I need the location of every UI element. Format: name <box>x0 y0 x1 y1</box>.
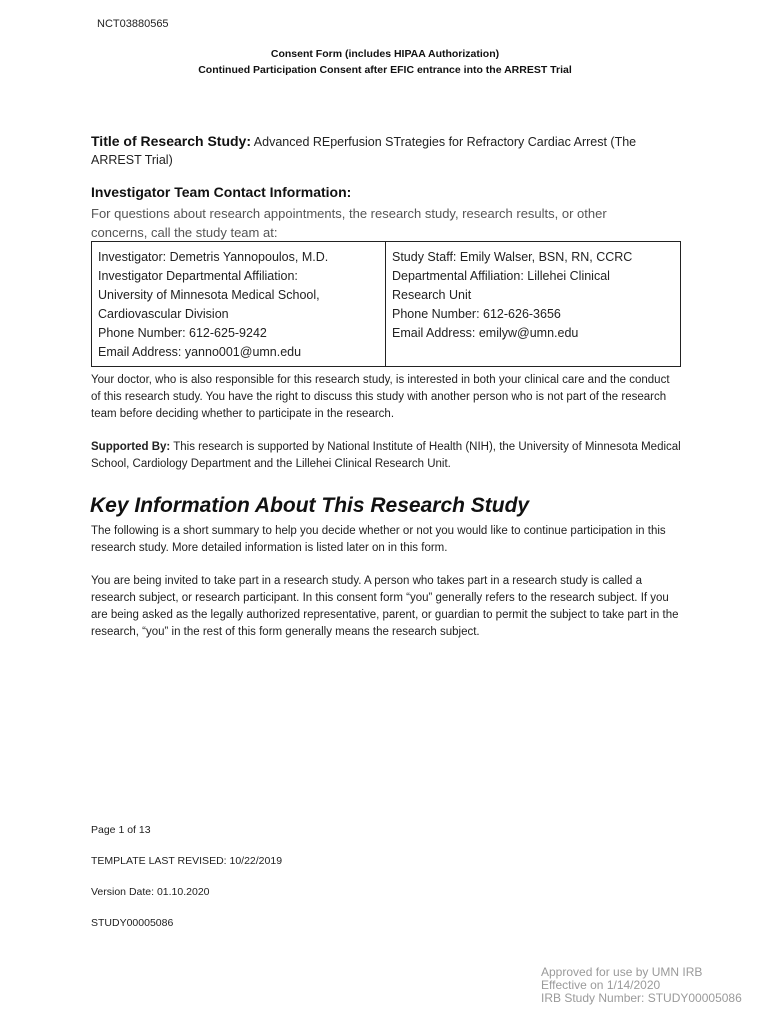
staff-email: Email Address: emilyw@umn.edu <box>392 326 579 340</box>
staff-phone: Phone Number: 612-626-3656 <box>392 307 561 321</box>
irb-line-1: Approved for use by UMN IRB <box>541 965 703 979</box>
header-title: Consent Form (includes HIPAA Authorization) <box>270 48 500 60</box>
contact-table <box>91 241 681 367</box>
supported-paragraph <box>91 439 681 473</box>
irb-line-2: Effective on 1/14/2020 <box>541 978 661 992</box>
contact-heading: Investigator Team Contact Information: <box>91 184 352 200</box>
study-number: STUDY00005086 <box>91 917 174 929</box>
staff-cell <box>386 242 681 367</box>
invited-paragraph: You are being invited to take part in a research study. A person who takes part in a research study is called a research subject, or research participant. In this consent form “you” generally refers to the research subject. If you are being asked as the legally authorized representative, parent, or guardian to permit the subject to take part in the research, “you” in the rest of this form generally means the research subject. <box>91 575 679 638</box>
staff-name: Study Staff: Emily Walser, BSN, RN, CCRC <box>392 250 633 264</box>
study-title <box>91 132 651 169</box>
summary-paragraph: The following is a short summary to help you decide whether or not you would like to continue participation in this research study. More detailed information is listed later on in this form. <box>91 525 666 554</box>
version-date: Version Date: 01.10.2020 <box>91 886 210 898</box>
investigator-affiliation-1: University of Minnesota Medical School, <box>98 288 320 302</box>
document-id: NCT03880565 <box>97 18 169 30</box>
irb-approval-stamp <box>541 966 742 1005</box>
header-subtitle: Continued Participation Consent after EFIC entrance into the ARREST Trial <box>198 64 572 76</box>
investigator-affiliation-2: Cardiovascular Division <box>98 307 229 321</box>
investigator-name: Investigator: Demetris Yannopoulos, M.D. <box>98 250 329 264</box>
study-title-text: Advanced REperfusion STrategies for Refractory Cardiac Arrest (The ARREST Trial) <box>91 135 637 167</box>
key-information-heading: Key Information About This Research Study <box>90 494 530 517</box>
investigator-email: Email Address: yanno001@umn.edu <box>98 345 302 359</box>
study-title-label: Title of Research Study: <box>91 133 252 149</box>
investigator-affiliation-label: Investigator Departmental Affiliation: <box>98 269 298 283</box>
staff-affiliation-1: Departmental Affiliation: Lillehei Clinical <box>392 269 610 283</box>
page-number: Page 1 of 13 <box>91 824 151 836</box>
investigator-phone: Phone Number: 612-625-9242 <box>98 326 267 340</box>
supported-label: Supported By: <box>91 441 171 453</box>
investigator-cell <box>92 242 386 367</box>
contact-row <box>92 242 681 367</box>
doctor-paragraph: Your doctor, who is also responsible for this research study, is interested in both your clinical care and the conduct of this research study. You have the right to discuss this study with another person who is not part of the research team before deciding whether to participate in the research. <box>91 374 670 420</box>
template-revised: TEMPLATE LAST REVISED: 10/22/2019 <box>91 855 283 867</box>
supported-text: This research is supported by National Institute of Health (NIH), the University of Minnesota Medical School, Cardiology Department and the Lillehei Clinical Research Unit. <box>91 441 681 470</box>
irb-line-3: IRB Study Number: STUDY00005086 <box>541 991 742 1005</box>
staff-affiliation-2: Research Unit <box>392 288 472 302</box>
contact-intro: For questions about research appointments, the research study, research results, or other concerns, call the study team at: <box>91 206 607 240</box>
